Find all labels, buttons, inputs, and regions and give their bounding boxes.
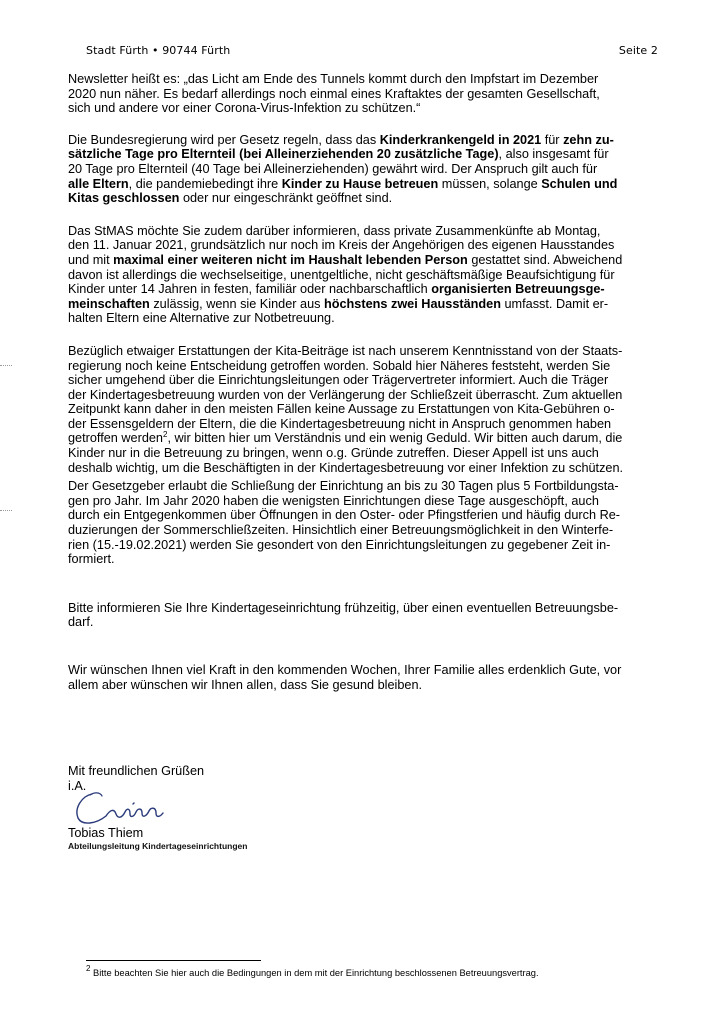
footnote-marker: 2 xyxy=(86,964,91,973)
bold-run: Kitas geschlossen xyxy=(68,191,180,206)
text-line: der Essensgeldern der Eltern, die die Kindertagesbetreuung nicht in Anspruch genommen haben xyxy=(68,416,612,431)
bold-run: Kinderkrankengeld in 2021 xyxy=(379,132,542,147)
text-line: formiert. xyxy=(68,552,115,567)
text-line: deshalb wichtig, um die Beschäftigten in der Kindertagesbetreuung vor einer Infektion zu schützen. xyxy=(68,460,624,475)
text-line: rien (15.-19.02.2021) werden Sie gesondert von den Einrichtungsleitungen zu gegebener Zeit in- xyxy=(68,537,611,552)
margin-fold-mark xyxy=(0,510,12,511)
text-run: umfasst. Damit er- xyxy=(500,296,609,311)
text-run: 20 Tage pro Elternteil (40 Tage bei Alleinerziehenden) gewährt wird. Der Anspruch gilt auch für xyxy=(68,161,598,176)
text-run: Das StMAS möchte Sie zudem darüber informieren, dass private Zusammenkünfte ab Montag, xyxy=(68,223,601,238)
text-line: durch ein Entgegenkommen über Öffnungen in den Oster- oder Pfingstferien und häufig durch Re- xyxy=(68,508,621,523)
text-run: getroffen werden xyxy=(68,431,163,446)
text-line: Der Gesetzgeber erlaubt die Schließung der Einrichtung an bis zu 30 Tagen plus 5 Fortbildungsta- xyxy=(68,479,619,494)
text-run: gestattet sind. Abweichend xyxy=(467,252,623,267)
text-line: duzierungen der Sommerschließzeiten. Hinsichtlich einer Betreuungsmöglichkeit in den Winterfe- xyxy=(68,523,614,538)
text-run: Kinder unter 14 Jahren in festen, familiär oder nachbarschaftlich xyxy=(68,282,432,297)
text-run: oder nur eingeschränkt geöffnet sind. xyxy=(179,191,393,206)
bold-run: Schulen und xyxy=(541,176,618,191)
bold-run: alle Eltern xyxy=(68,176,129,191)
text-line: sich und andere vor einer Corona-Virus-Infektion zu schützen.“ xyxy=(68,101,421,116)
letter-body xyxy=(68,72,658,725)
text-line: Bezüglich etwaiger Erstattungen der Kita-Beiträge ist nach unserem Kenntnisstand von der Staats- xyxy=(68,343,623,358)
text-run: für xyxy=(541,132,564,147)
header-sender: Stadt Fürth • 90744 Fürth xyxy=(86,44,231,57)
text-line: allem aber wünschen wir Ihnen allen, dass Sie gesund bleiben. xyxy=(68,677,423,692)
text-line: Kinder nur in die Betreuung zu bringen, wenn o.g. Gründe zutreffen. Dieser Appell ist uns auch xyxy=(68,446,599,461)
signer-role: Abteilungsleitung Kindertageseinrichtungen xyxy=(68,841,248,851)
text-line: Bitte informieren Sie Ihre Kindertageseinrichtung frühzeitig, über einen eventuellen Betreuungsbe- xyxy=(68,600,619,615)
text-run: davon ist allerdings die wechselseitige, unentgeltliche, nicht geschäftsmäßige Beaufsichtigung für xyxy=(68,267,615,282)
closing-greeting: Mit freundlichen Grüßen xyxy=(68,764,205,778)
paragraph-inform-facility xyxy=(68,601,658,630)
footnote xyxy=(86,964,539,979)
closing-ia: i.A. xyxy=(68,778,87,793)
text-line: Wir wünschen Ihnen viel Kraft in den kommenden Wochen, Ihrer Familie alles erdenklich Gute, vor xyxy=(68,663,622,677)
text-line: gen pro Jahr. Im Jahr 2020 haben die wenigsten Einrichtungen diese Tage ausgeschöpft, auch xyxy=(68,493,599,508)
signer-name: Tobias Thiem xyxy=(68,826,144,840)
bold-run: sätzliche Tage pro Elternteil (bei Alleinerziehenden 20 zusätzliche Tage) xyxy=(68,147,499,162)
text-line: Zeitpunkt kann daher in den meisten Fällen keine Aussage zu Erstattungen von Kita-Gebühren o- xyxy=(68,402,615,417)
bold-run: maximal einer weiteren nicht im Haushalt lebenden Person xyxy=(113,252,468,267)
footnote-reference: 2 xyxy=(163,430,168,440)
text-line: regierung noch keine Entscheidung getroffen worden. Sobald hier Näheres feststeht, werden Sie xyxy=(68,358,611,373)
text-run: zulässig, wenn sie Kinder aus xyxy=(149,296,324,311)
text-line: darf. xyxy=(68,615,94,630)
text-line: 2020 nun näher. Es bedarf allerdings noch einmal eines Kraftaktes der gesamten Gesellschaft, xyxy=(68,86,600,101)
text-run: , wir bitten hier um Verständnis und ein wenig Geduld. Wir bitten auch darum, die xyxy=(167,431,623,446)
bold-run: meinschaften xyxy=(68,296,150,311)
bold-run: höchstens zwei Hausständen xyxy=(324,296,501,311)
paragraph-kinderkrankengeld xyxy=(68,133,658,206)
text-run: den 11. Januar 2021, grundsätzlich nur noch im Kreis der Angehörigen des eigenen Hausstandes xyxy=(68,238,615,253)
bold-run: zehn zu- xyxy=(563,132,614,147)
bold-run: Kinder zu Hause betreuen xyxy=(281,176,439,191)
paragraph-contact-rules xyxy=(68,224,658,326)
header-page-number: Seite 2 xyxy=(618,44,658,57)
text-line: sicher umgehend über die Einrichtungsleitungen oder Trägervertreter informiert. Auch die Träger xyxy=(68,373,609,388)
text-run: , die pandemiebedingt ihre xyxy=(128,176,282,191)
text-run: , also insgesamt für xyxy=(498,147,609,162)
paragraph-well-wishes xyxy=(68,663,658,692)
text-run: müssen, solange xyxy=(438,176,542,191)
paragraph-newsletter-quote xyxy=(68,72,658,116)
text-run: Die Bundesregierung wird per Gesetz regeln, dass das xyxy=(68,132,380,147)
paragraph-fee-refunds xyxy=(68,344,658,475)
footnote-text: Bitte beachten Sie hier auch die Bedingungen in dem mit der Einrichtung beschlossenen Betreuungsvertrag. xyxy=(90,968,539,978)
footnote-divider xyxy=(86,960,261,961)
handwritten-signature xyxy=(70,786,180,830)
text-run: halten Eltern eine Alternative zur Notbetreuung. xyxy=(68,311,335,326)
text-line: der Kindertagesbetreuung wurden von der Verlängerung der Schließzeit überrascht. Zum aktuellen xyxy=(68,387,623,402)
bold-run: organisierten Betreuungsge- xyxy=(431,282,605,297)
margin-fold-mark xyxy=(0,365,12,366)
paragraph-closing-days xyxy=(68,479,658,567)
text-line: Newsletter heißt es: „das Licht am Ende des Tunnels kommt durch den Impfstart im Dezember xyxy=(68,72,599,86)
text-run: und mit xyxy=(68,252,114,267)
